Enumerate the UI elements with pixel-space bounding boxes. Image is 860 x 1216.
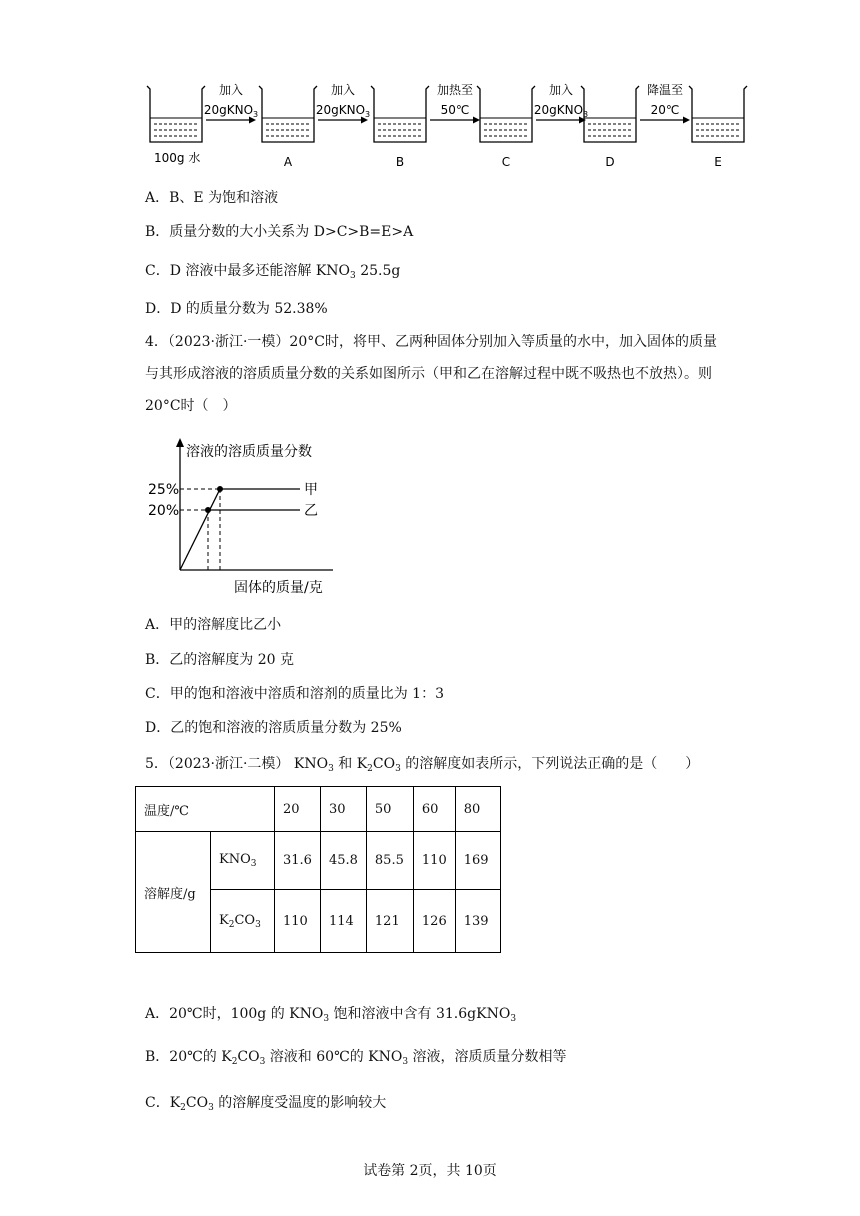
table-cell: 126 <box>413 890 455 953</box>
beaker-label: C <box>501 155 511 169</box>
process-arrow <box>204 82 258 124</box>
yi-saturation-point <box>205 507 211 513</box>
q3-option-a: A．B、E 为饱和溶液 <box>145 190 279 206</box>
beaker <box>259 86 317 142</box>
q3-option-d: D．D 的质量分数为 52.38% <box>145 301 328 317</box>
series-yi-label: 乙 <box>304 503 318 519</box>
table-cell: 温度/℃ <box>136 787 275 832</box>
table-cell: 85.5 <box>366 832 413 890</box>
tick-25: 25% <box>148 482 180 498</box>
table-cell: 110 <box>413 832 455 890</box>
tick-20: 20% <box>148 503 180 519</box>
jia-saturation-point <box>217 486 223 492</box>
q3-option-c: C．D 溶液中最多还能溶解 $KNO_3$ 25.5g <box>145 263 401 281</box>
arrow-top-label: 加入 <box>548 83 574 97</box>
beaker <box>689 86 747 142</box>
table-cell: 121 <box>366 890 413 953</box>
table-cell: $KNO_3$ <box>211 832 275 890</box>
q5-stem: 5．（2023·浙江·二模） $KNO_3$ 和 $K_2CO_3$ 的溶解度如表所示，下列说法正确的是（ ） <box>145 756 700 774</box>
q5-option-a: A．20℃时，100g 的 $KNO_3$ 饱和溶液中含有 31.6gKNO$_3$ <box>145 1006 517 1024</box>
table-cell: 60 <box>413 787 455 832</box>
process-arrow <box>534 82 588 124</box>
beaker-label: B <box>395 155 405 169</box>
beaker-label: D <box>605 155 615 169</box>
table-row <box>136 787 501 832</box>
table-cell: $K_2CO_3$ <box>211 890 275 953</box>
process-arrow <box>640 83 690 124</box>
arrow-top-label: 加入 <box>330 83 356 97</box>
start-beaker-label: 100g 水 <box>154 151 201 165</box>
series-jia-line <box>180 489 220 570</box>
beaker <box>371 86 429 142</box>
q4-option-c: C．甲的饱和溶液中溶质和溶剂的质量比为 1：3 <box>145 686 444 702</box>
beaker-label: A <box>283 155 293 169</box>
q5-option-b: B．20℃的 $K_2CO_3$ 溶液和 60℃的 $KNO_3$ 溶液，溶质质量分数相等 <box>145 1049 567 1067</box>
arrow-top-label: 加入 <box>218 83 244 97</box>
table-cell: 114 <box>320 890 366 953</box>
table-cell: 溶解度/g <box>136 832 211 953</box>
table-cell: 139 <box>455 890 500 953</box>
q4-option-d: D．乙的饱和溶液的溶质质量分数为 25% <box>145 720 402 736</box>
y-axis-label: 溶液的溶质质量分数 <box>186 444 312 460</box>
arrow-bottom-label: 20gKNO$_3$ <box>203 103 259 119</box>
table-cell: 30 <box>320 787 366 832</box>
arrow-top-label: 加热至 <box>436 83 474 97</box>
page-footer: 试卷第 2页，共 10页 <box>363 1163 497 1179</box>
process-arrow <box>430 82 480 124</box>
table-cell: 20 <box>275 787 321 832</box>
q3-option-b: B．质量分数的大小关系为 D>C>B=E>A <box>145 224 414 240</box>
beaker-label: E <box>714 155 722 169</box>
q4-option-b: B．乙的溶解度为 20 克 <box>145 652 295 668</box>
table-cell: 80 <box>455 787 500 832</box>
table-cell: 169 <box>455 832 500 890</box>
table-cell: 45.8 <box>320 832 366 890</box>
arrow-bottom-label: 20gKNO$_3$ <box>315 103 371 119</box>
q4-stem: 4．（2023·浙江·一模）20°C时，将甲、乙两种固体分别加入等质量的水中，加入固体的质量与其形成溶液的溶质质量分数的关系如图所示（甲和乙在溶解过程中既不吸热也不放热）。则 20°C时（ ） <box>145 334 717 414</box>
process-arrow <box>316 82 370 124</box>
dissolution-process-diagram <box>140 80 760 175</box>
beaker <box>147 86 205 142</box>
x-axis-label: 固体的质量/克 <box>234 580 323 596</box>
arrow-bottom-label: 20gKNO$_3$ <box>533 103 589 119</box>
q4-option-a: A．甲的溶解度比乙小 <box>145 617 282 633</box>
arrow-bottom-label: 20℃ <box>650 103 680 117</box>
solubility-table <box>135 786 501 953</box>
q5-option-c: C．$K_2CO_3$ 的溶解度受温度的影响较大 <box>145 1095 387 1113</box>
arrow-bottom-label: 50℃ <box>440 103 470 117</box>
table-cell: 110 <box>275 890 321 953</box>
table-cell: 50 <box>366 787 413 832</box>
series-jia-label: 甲 <box>304 482 318 498</box>
arrow-top-label: 降温至 <box>646 83 684 97</box>
table-row <box>136 832 501 890</box>
table-cell: 31.6 <box>275 832 321 890</box>
solubility-graph <box>148 436 348 600</box>
beaker <box>477 86 535 142</box>
beaker <box>581 86 639 142</box>
